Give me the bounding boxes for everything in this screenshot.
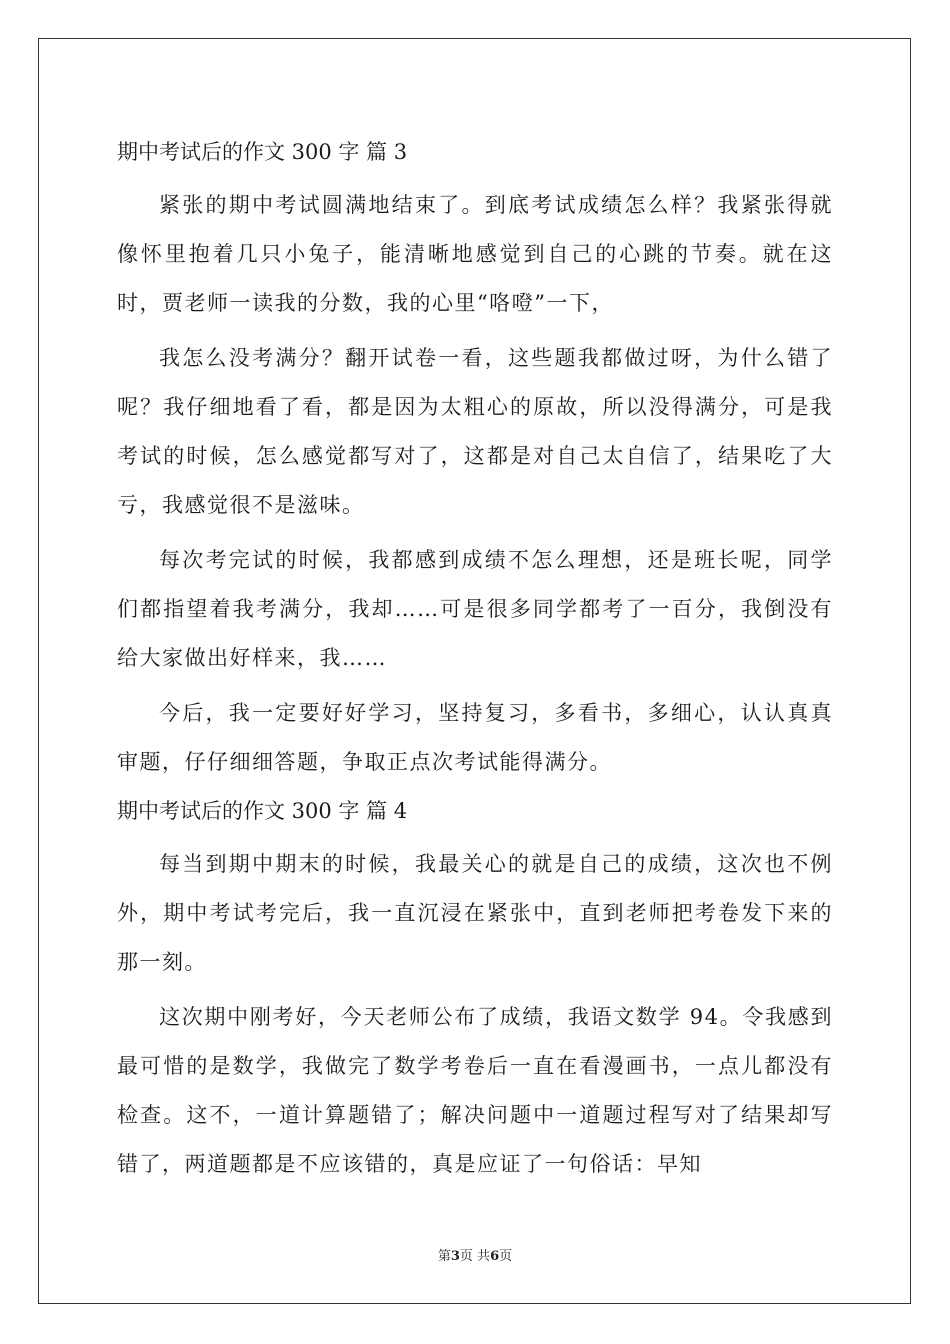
footer-total-pages: 6: [490, 1249, 500, 1264]
paragraph: 紧张的期中考试圆满地结束了。到底考试成绩怎么样？我紧张得就像怀里抱着几只小兔子，能清晰地感觉到自己的心跳的节奏。就在这时，贾老师一读我的分数，我的心里“咯噔”一下，: [117, 193, 833, 315]
paragraph: 每当到期中期末的时候，我最关心的就是自己的成绩，这次也不例外，期中考试考完后，我一直沉浸在紧张中，直到老师把考卷发下来的那一刻。: [117, 852, 833, 974]
paragraph: 这次期中刚考好，今天老师公布了成绩，我语文数学 94。令我感到最可惜的是数学，我做完了数学考卷后一直在看漫画书，一点儿都没有检查。这不，一道计算题错了；解决问题中一道题过程写对了结果却写错了，两道题都是不应该错的，真是应证了一句俗话：早知: [117, 1005, 833, 1176]
footer-page-number: 3: [450, 1249, 460, 1264]
footer-suffix: 页: [499, 1249, 513, 1264]
page-footer: [0, 1245, 950, 1264]
footer-mid: 页 共: [459, 1249, 491, 1264]
paragraph: 今后，我一定要好好学习，坚持复习，多看书，多细心，认认真真审题，仔仔细细答题，争取正点次考试能得满分。: [117, 701, 833, 774]
document-body: [117, 128, 833, 1189]
section-heading: 期中考试后的作文 300 字 篇 4: [117, 799, 408, 823]
paragraph: 每次考完试的时候，我都感到成绩不怎么理想，还是班长呢，同学们都指望着我考满分，我却……可是很多同学都考了一百分，我倒没有给大家做出好样来，我……: [117, 548, 833, 670]
section-heading: 期中考试后的作文 300 字 篇 3: [117, 140, 408, 164]
paragraph: 我怎么没考满分？翻开试卷一看，这些题我都做过呀，为什么错了呢？我仔细地看了看，都是因为太粗心的原故，所以没得满分，可是我考试的时候，怎么感觉都写对了，这都是对自己太自信了，结果吃了大亏，我感觉很不是滋味。: [117, 346, 833, 517]
footer-prefix: 第: [437, 1249, 451, 1264]
